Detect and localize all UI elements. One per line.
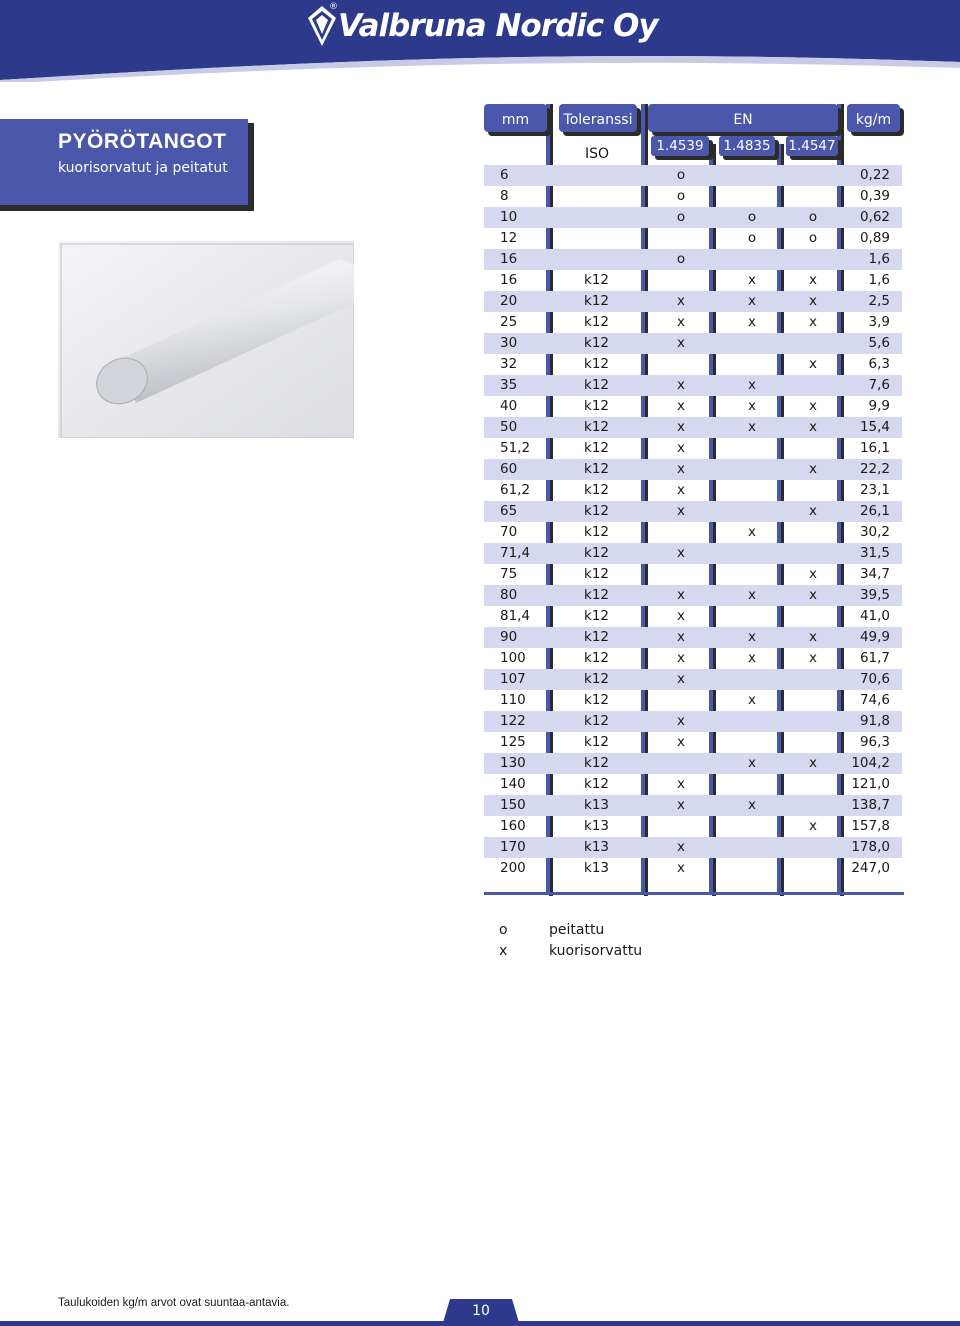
table-row <box>484 627 902 648</box>
cell-en-2: o <box>747 209 757 225</box>
cell-en-3: o <box>808 209 818 225</box>
cell-kg: 178,0 <box>851 839 890 855</box>
table-row <box>484 228 902 249</box>
cell-mm: 170 <box>500 839 526 855</box>
cell-kg: 96,3 <box>859 734 890 750</box>
cell-mm: 35 <box>500 377 518 393</box>
cell-en-2: x <box>748 419 756 435</box>
cell-en-3 <box>806 606 820 627</box>
cell-kg: 2,5 <box>868 293 890 309</box>
header-mm: mm <box>501 112 530 128</box>
cell-kg: 6,3 <box>868 356 890 372</box>
table-row <box>484 858 902 879</box>
cell-iso: k12 <box>584 356 609 372</box>
cell-en-1 <box>674 522 688 543</box>
cell-en-3: x <box>809 818 817 834</box>
cell-iso <box>584 249 624 270</box>
cell-mm: 51,2 <box>500 440 531 456</box>
cell-mm: 130 <box>500 755 526 771</box>
cell-en-1 <box>674 228 688 249</box>
cell-kg: 0,62 <box>859 209 890 225</box>
cell-en-2 <box>745 186 759 207</box>
legend-row <box>499 941 642 962</box>
cell-en-2: x <box>748 293 756 309</box>
header-iso: ISO <box>584 146 610 162</box>
cell-iso <box>584 228 624 249</box>
cell-mm: 80 <box>500 587 518 603</box>
table-row <box>484 207 902 228</box>
cell-en-3 <box>806 186 820 207</box>
table-row <box>484 417 902 438</box>
cell-en-3: x <box>809 356 817 372</box>
cell-iso: k12 <box>584 419 609 435</box>
cell-en-3: x <box>809 587 817 603</box>
cell-en-2 <box>745 438 759 459</box>
cell-mm: 50 <box>500 419 518 435</box>
cell-en-2: x <box>748 755 756 771</box>
legend-symbol: o <box>499 922 508 938</box>
cell-en-1: x <box>677 839 685 855</box>
cell-en-1: x <box>677 314 685 330</box>
table-row <box>484 249 902 270</box>
table-row <box>484 312 902 333</box>
cell-iso: k13 <box>584 839 609 855</box>
table-row <box>484 816 902 837</box>
table-row <box>484 459 902 480</box>
cell-en-3 <box>806 669 820 690</box>
cell-mm: 16 <box>500 272 518 288</box>
cell-en-1: o <box>676 251 686 267</box>
legend-label: kuorisorvattu <box>549 943 643 959</box>
cell-en-3: x <box>809 398 817 414</box>
cell-en-2 <box>745 816 759 837</box>
brand-text: Valbruna Nordic Oy <box>338 8 658 44</box>
table-row <box>484 795 902 816</box>
table-row <box>484 564 902 585</box>
legend-row <box>499 920 642 941</box>
cell-en-3 <box>806 165 820 186</box>
cell-en-3 <box>806 774 820 795</box>
cell-mm: 107 <box>500 671 526 687</box>
cell-en-3: x <box>809 650 817 666</box>
cell-en-1: x <box>677 377 685 393</box>
cell-kg: 7,6 <box>868 377 890 393</box>
header-en-2: 1.4835 <box>723 138 771 154</box>
brand-name <box>330 4 658 48</box>
cell-en-2 <box>745 354 759 375</box>
table-row <box>484 333 902 354</box>
cell-en-2 <box>745 774 759 795</box>
cell-en-1: x <box>677 671 685 687</box>
cell-mm: 6 <box>500 167 509 183</box>
cell-en-2 <box>745 501 759 522</box>
cell-kg: 0,39 <box>859 188 890 204</box>
cell-en-3 <box>806 795 820 816</box>
cell-en-2: x <box>748 272 756 288</box>
table-row <box>484 501 902 522</box>
cell-mm: 65 <box>500 503 518 519</box>
cell-en-3 <box>806 711 820 732</box>
cell-kg: 16,1 <box>859 440 890 456</box>
table-row <box>484 480 902 501</box>
header-tolerance: Toleranssi <box>563 112 633 128</box>
cell-en-2: x <box>748 629 756 645</box>
cell-mm: 16 <box>500 251 518 267</box>
cell-iso: k12 <box>584 587 609 603</box>
cell-en-2 <box>745 564 759 585</box>
cell-en-2: o <box>747 230 757 246</box>
cell-en-2 <box>745 333 759 354</box>
cell-mm: 122 <box>500 713 526 729</box>
table-row <box>484 270 902 291</box>
cell-kg: 138,7 <box>851 797 890 813</box>
cell-kg: 0,89 <box>859 230 890 246</box>
header-kg: kg/m <box>855 112 892 128</box>
cell-iso: k13 <box>584 860 609 876</box>
cell-en-2 <box>745 249 759 270</box>
cell-mm: 110 <box>500 692 526 708</box>
cell-en-1: x <box>677 461 685 477</box>
cell-kg: 15,4 <box>859 419 890 435</box>
cell-en-1: x <box>677 545 685 561</box>
cell-en-1 <box>674 816 688 837</box>
cell-iso: k12 <box>584 503 609 519</box>
cell-iso: k13 <box>584 797 609 813</box>
round-bar-image <box>58 241 354 438</box>
cell-iso: k12 <box>584 398 609 414</box>
cell-en-3 <box>806 732 820 753</box>
cell-en-2: x <box>748 314 756 330</box>
cell-mm: 12 <box>500 230 518 246</box>
cell-kg: 23,1 <box>859 482 890 498</box>
table-row <box>484 648 902 669</box>
cell-mm: 140 <box>500 776 526 792</box>
cell-iso <box>584 207 624 228</box>
cell-en-3 <box>806 249 820 270</box>
cell-mm: 150 <box>500 797 526 813</box>
cell-en-1 <box>674 270 688 291</box>
table-row <box>484 711 902 732</box>
cell-en-1 <box>674 354 688 375</box>
cell-en-2 <box>745 732 759 753</box>
cell-en-1: x <box>677 482 685 498</box>
cell-en-1: x <box>677 650 685 666</box>
cell-en-3: x <box>809 293 817 309</box>
cell-iso: k12 <box>584 545 609 561</box>
table-row <box>484 606 902 627</box>
cell-en-2: x <box>748 650 756 666</box>
cell-iso: k12 <box>584 377 609 393</box>
cell-en-3: x <box>809 566 817 582</box>
cell-en-1: x <box>677 440 685 456</box>
cell-kg: 39,5 <box>859 587 890 603</box>
cell-en-1: x <box>677 713 685 729</box>
cell-iso: k12 <box>584 524 609 540</box>
registered-mark: ® <box>329 2 338 12</box>
cell-en-1 <box>674 690 688 711</box>
cell-en-2 <box>745 669 759 690</box>
section-subtitle: kuorisorvatut ja peitatut <box>58 160 228 176</box>
cell-iso: k12 <box>584 272 609 288</box>
table-row <box>484 585 902 606</box>
cell-mm: 160 <box>500 818 526 834</box>
cell-kg: 34,7 <box>859 566 890 582</box>
cell-iso: k12 <box>584 440 609 456</box>
cell-kg: 3,9 <box>868 314 890 330</box>
cell-en-1 <box>674 753 688 774</box>
cell-kg: 121,0 <box>851 776 890 792</box>
cell-mm: 40 <box>500 398 518 414</box>
legend <box>499 920 642 962</box>
cell-kg: 5,6 <box>868 335 890 351</box>
cell-iso <box>584 186 624 207</box>
cell-mm: 81,4 <box>500 608 531 624</box>
cell-en-1: o <box>676 188 686 204</box>
cell-en-3 <box>806 858 820 879</box>
table-row <box>484 543 902 564</box>
cell-en-2 <box>745 711 759 732</box>
cell-en-3: o <box>808 230 818 246</box>
cell-kg: 0,22 <box>859 167 890 183</box>
cell-iso: k12 <box>584 629 609 645</box>
cell-kg: 61,7 <box>859 650 890 666</box>
cell-en-3 <box>806 690 820 711</box>
cell-mm: 10 <box>500 209 518 225</box>
cell-mm: 71,4 <box>500 545 531 561</box>
cell-kg: 49,9 <box>859 629 890 645</box>
cell-mm: 30 <box>500 335 518 351</box>
cell-iso: k12 <box>584 713 609 729</box>
cell-en-3: x <box>809 755 817 771</box>
cell-kg: 1,6 <box>868 251 890 267</box>
table-row <box>484 837 902 858</box>
cell-en-2: x <box>748 692 756 708</box>
cell-kg: 104,2 <box>851 755 890 771</box>
cell-en-1: x <box>677 503 685 519</box>
cell-mm: 61,2 <box>500 482 531 498</box>
cell-en-2 <box>745 480 759 501</box>
cell-en-3 <box>806 438 820 459</box>
footer-bar <box>0 1321 960 1326</box>
cell-en-3: x <box>809 461 817 477</box>
cell-en-1: x <box>677 776 685 792</box>
cell-iso: k12 <box>584 671 609 687</box>
cell-en-1: x <box>677 734 685 750</box>
cell-iso: k12 <box>584 692 609 708</box>
cell-kg: 31,5 <box>859 545 890 561</box>
cell-mm: 75 <box>500 566 518 582</box>
table-row <box>484 774 902 795</box>
cell-kg: 26,1 <box>859 503 890 519</box>
page-number: 10 <box>472 1303 490 1319</box>
cell-en-3 <box>806 333 820 354</box>
table-row <box>484 291 902 312</box>
cell-en-1: x <box>677 419 685 435</box>
legend-label: peitattu <box>549 922 605 938</box>
cell-en-1: x <box>677 860 685 876</box>
cell-en-1: o <box>676 209 686 225</box>
cell-iso: k12 <box>584 776 609 792</box>
table-row <box>484 438 902 459</box>
cell-iso: k12 <box>584 566 609 582</box>
header-en-1: 1.4539 <box>656 138 704 154</box>
table-row <box>484 165 902 186</box>
cell-en-2 <box>745 606 759 627</box>
legend-symbol: x <box>499 943 508 959</box>
section-title: PYÖRÖTANGOT <box>58 130 227 153</box>
cell-en-1: x <box>677 797 685 813</box>
cell-en-2: x <box>748 587 756 603</box>
cell-en-3: x <box>809 419 817 435</box>
table-row <box>484 690 902 711</box>
cell-en-2 <box>745 837 759 858</box>
table-row <box>484 354 902 375</box>
cell-iso: k12 <box>584 461 609 477</box>
cell-en-3 <box>806 543 820 564</box>
cell-kg: 70,6 <box>859 671 890 687</box>
cell-en-3 <box>806 522 820 543</box>
cell-kg: 247,0 <box>851 860 890 876</box>
cell-en-2: x <box>748 398 756 414</box>
cell-mm: 125 <box>500 734 526 750</box>
cell-en-3: x <box>809 629 817 645</box>
cell-iso: k12 <box>584 734 609 750</box>
cell-en-1: x <box>677 335 685 351</box>
table-row <box>484 669 902 690</box>
cell-en-2 <box>745 543 759 564</box>
table-row <box>484 732 902 753</box>
cell-iso: k12 <box>584 608 609 624</box>
cell-kg: 9,9 <box>868 398 890 414</box>
cell-mm: 100 <box>500 650 526 666</box>
cell-iso: k12 <box>584 755 609 771</box>
cell-en-2 <box>745 858 759 879</box>
cell-iso: k12 <box>584 482 609 498</box>
cell-en-3 <box>806 480 820 501</box>
cell-mm: 20 <box>500 293 518 309</box>
cell-kg: 91,8 <box>859 713 890 729</box>
cell-iso: k12 <box>584 314 609 330</box>
cell-iso <box>584 165 624 186</box>
cell-mm: 60 <box>500 461 518 477</box>
cell-kg: 157,8 <box>851 818 890 834</box>
cell-iso: k12 <box>584 650 609 666</box>
header-en: EN <box>733 112 753 128</box>
cell-mm: 90 <box>500 629 518 645</box>
cell-kg: 22,2 <box>859 461 890 477</box>
table-row <box>484 753 902 774</box>
cell-kg: 30,2 <box>859 524 890 540</box>
footnote: Taulukoiden kg/m arvot ovat suuntaa-antavia. <box>58 1297 290 1309</box>
cell-en-2: x <box>748 797 756 813</box>
cell-en-1: x <box>677 629 685 645</box>
cell-en-2: x <box>748 377 756 393</box>
cell-en-2: x <box>748 524 756 540</box>
cell-mm: 25 <box>500 314 518 330</box>
table-row <box>484 375 902 396</box>
cell-en-3 <box>806 375 820 396</box>
cell-kg: 41,0 <box>859 608 890 624</box>
cell-kg: 74,6 <box>859 692 890 708</box>
cell-en-3 <box>806 837 820 858</box>
cell-en-1: x <box>677 608 685 624</box>
cell-en-3: x <box>809 314 817 330</box>
cell-en-3: x <box>809 503 817 519</box>
cell-kg: 1,6 <box>868 272 890 288</box>
cell-en-1 <box>674 564 688 585</box>
cell-en-1: x <box>677 398 685 414</box>
table-row <box>484 396 902 417</box>
cell-mm: 70 <box>500 524 518 540</box>
cell-en-1: o <box>676 167 686 183</box>
header-en-3: 1.4547 <box>788 138 836 154</box>
cell-en-3: x <box>809 272 817 288</box>
cell-en-1: x <box>677 587 685 603</box>
cell-iso: k12 <box>584 293 609 309</box>
cell-en-2 <box>745 459 759 480</box>
cell-iso: k12 <box>584 335 609 351</box>
table-row <box>484 522 902 543</box>
cell-iso: k13 <box>584 818 609 834</box>
cell-en-1: x <box>677 293 685 309</box>
table-row <box>484 186 902 207</box>
cell-mm: 8 <box>500 188 509 204</box>
cell-mm: 200 <box>500 860 526 876</box>
cell-mm: 32 <box>500 356 518 372</box>
cell-en-2 <box>745 165 759 186</box>
